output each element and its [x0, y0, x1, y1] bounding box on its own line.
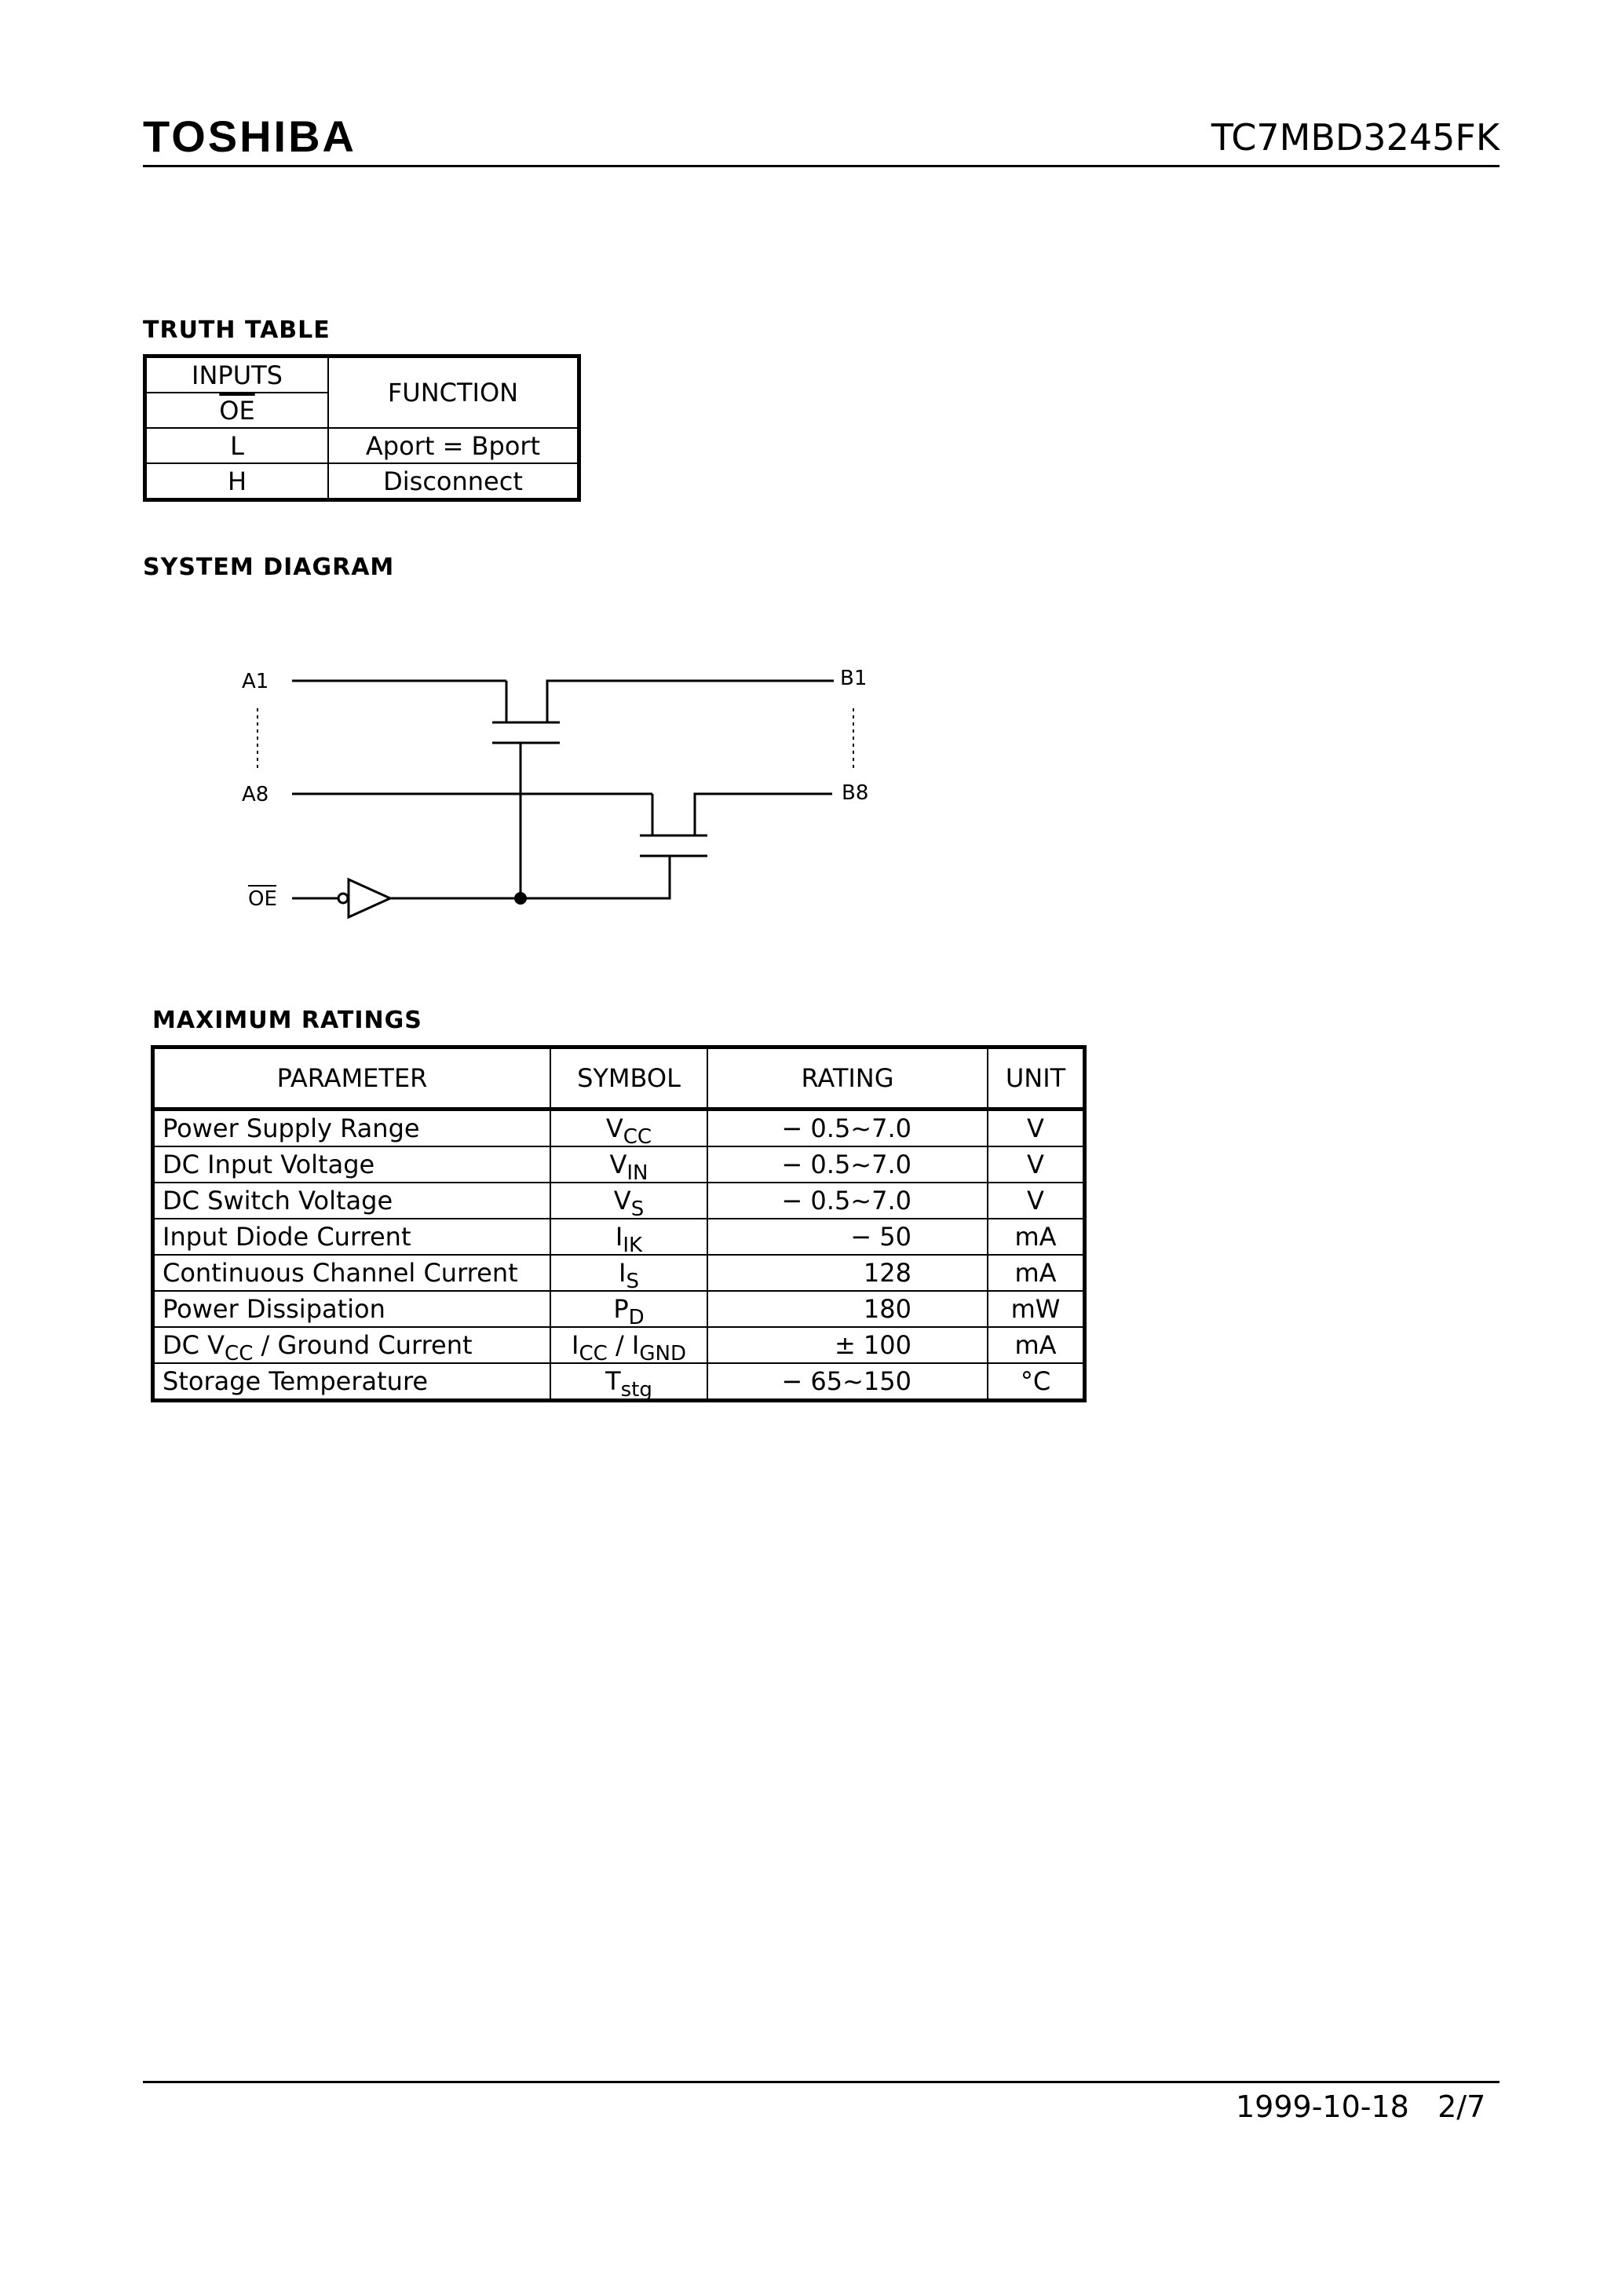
switch8-source [640, 794, 707, 835]
header-symbol: SYMBOL [550, 1047, 707, 1110]
symbol-cell [550, 1146, 707, 1183]
symbol-cell [550, 1110, 707, 1147]
function-value: Aport = Bport [328, 428, 579, 463]
gate-line [390, 856, 670, 898]
rating-cell: − 0.5~7.0 [707, 1146, 988, 1183]
toshiba-logo: TOSHIBA [143, 112, 356, 161]
footer-date-page [1236, 2089, 1486, 2124]
symbol-main: I [619, 1258, 627, 1288]
function-header: FUNCTION [328, 356, 579, 429]
label-a8: A8 [242, 783, 269, 806]
table-row [153, 1219, 1085, 1255]
oe-value: H [145, 463, 329, 500]
symbol-main: V [605, 1113, 623, 1143]
unit-cell: mW [988, 1291, 1085, 1327]
unit-cell: V [988, 1146, 1085, 1183]
label-oe: OE [248, 887, 277, 911]
param-post: / Ground Current [253, 1330, 473, 1360]
label-a1: A1 [242, 670, 269, 693]
symbol-sub: IN [627, 1161, 648, 1185]
truth-table-title: TRUTH TABLE [143, 316, 331, 344]
symbol-main: V [609, 1150, 627, 1179]
max-ratings-table [151, 1045, 1087, 1402]
symbol-sub-2: GND [639, 1342, 686, 1366]
symbol-main: I [615, 1222, 623, 1252]
symbol-cell [550, 1291, 707, 1327]
param-cell: Power Supply Range [153, 1110, 551, 1147]
param-pre: DC V [163, 1330, 225, 1360]
symbol-sub: IK [623, 1234, 643, 1257]
b8-wire [695, 794, 832, 835]
table-row [153, 1110, 1085, 1147]
oe-header-label: $\overline{OE}$ [219, 395, 255, 426]
symbol-sub: D [628, 1306, 645, 1329]
switch1-source [492, 681, 560, 722]
inputs-header: INPUTS [145, 356, 329, 393]
symbol-sub: stg [620, 1378, 652, 1402]
table-row [153, 1255, 1085, 1291]
function-value: Disconnect [328, 463, 579, 500]
rating-cell: 128 [707, 1255, 988, 1291]
param-cell: Storage Temperature [153, 1363, 551, 1401]
unit-cell: V [988, 1183, 1085, 1219]
param-cell: Continuous Channel Current [153, 1255, 551, 1291]
unit-cell: °C [988, 1363, 1085, 1401]
header-parameter: PARAMETER [153, 1047, 551, 1110]
table-row [153, 1146, 1085, 1183]
header-rating: RATING [707, 1047, 988, 1110]
param-cell: DC Input Voltage [153, 1146, 551, 1183]
system-diagram-title: SYSTEM DIAGRAM [143, 554, 395, 581]
inverter-buffer [349, 879, 390, 917]
rating-cell: − 0.5~7.0 [707, 1110, 988, 1147]
unit-cell: mA [988, 1255, 1085, 1291]
footer-rule [143, 2081, 1500, 2083]
symbol-main: V [613, 1186, 631, 1216]
symbol-sub: CC [579, 1342, 608, 1366]
symbol-cell [550, 1219, 707, 1255]
unit-cell: V [988, 1110, 1085, 1147]
rating-cell: 180 [707, 1291, 988, 1327]
header-unit: UNIT [988, 1047, 1085, 1110]
symbol-main: P [613, 1294, 629, 1324]
unit-cell: mA [988, 1327, 1085, 1363]
rating-cell: − 0.5~7.0 [707, 1183, 988, 1219]
param-cell: Power Dissipation [153, 1291, 551, 1327]
table-row [153, 1291, 1085, 1327]
rating-cell: − 50 [707, 1219, 988, 1255]
table-row [153, 1327, 1085, 1363]
max-ratings-title: MAXIMUM RATINGS [152, 1007, 422, 1034]
b1-wire [547, 681, 834, 722]
symbol-sub: CC [623, 1125, 652, 1149]
label-b1: B1 [840, 667, 868, 690]
footer-page: 2/7 [1438, 2089, 1486, 2124]
param-cell: DC Switch Voltage [153, 1183, 551, 1219]
symbol-main: T [605, 1366, 621, 1396]
unit-cell: mA [988, 1219, 1085, 1255]
param-sub: CC [225, 1342, 254, 1366]
inverter-bubble [338, 894, 348, 903]
symbol-sub: S [626, 1270, 639, 1293]
table-row [153, 1183, 1085, 1219]
rating-cell: − 65~150 [707, 1363, 988, 1401]
symbol-cell [550, 1327, 707, 1366]
junction-dot [514, 892, 527, 905]
rating-cell: ± 100 [707, 1327, 988, 1363]
symbol-sub: S [630, 1197, 645, 1221]
table-row [153, 1363, 1085, 1401]
param-cell [153, 1327, 551, 1366]
symbol-main-2: / I [607, 1330, 640, 1360]
symbol-main: I [572, 1330, 579, 1360]
oe-value: L [145, 428, 329, 463]
footer-date: 1999-10-18 [1236, 2089, 1409, 2124]
symbol-cell [550, 1183, 707, 1219]
symbol-cell [550, 1255, 707, 1291]
symbol-cell [550, 1363, 707, 1401]
param-cell: Input Diode Current [153, 1219, 551, 1255]
part-number: TC7MBD3245FK [1211, 116, 1500, 159]
label-b8: B8 [842, 781, 869, 805]
